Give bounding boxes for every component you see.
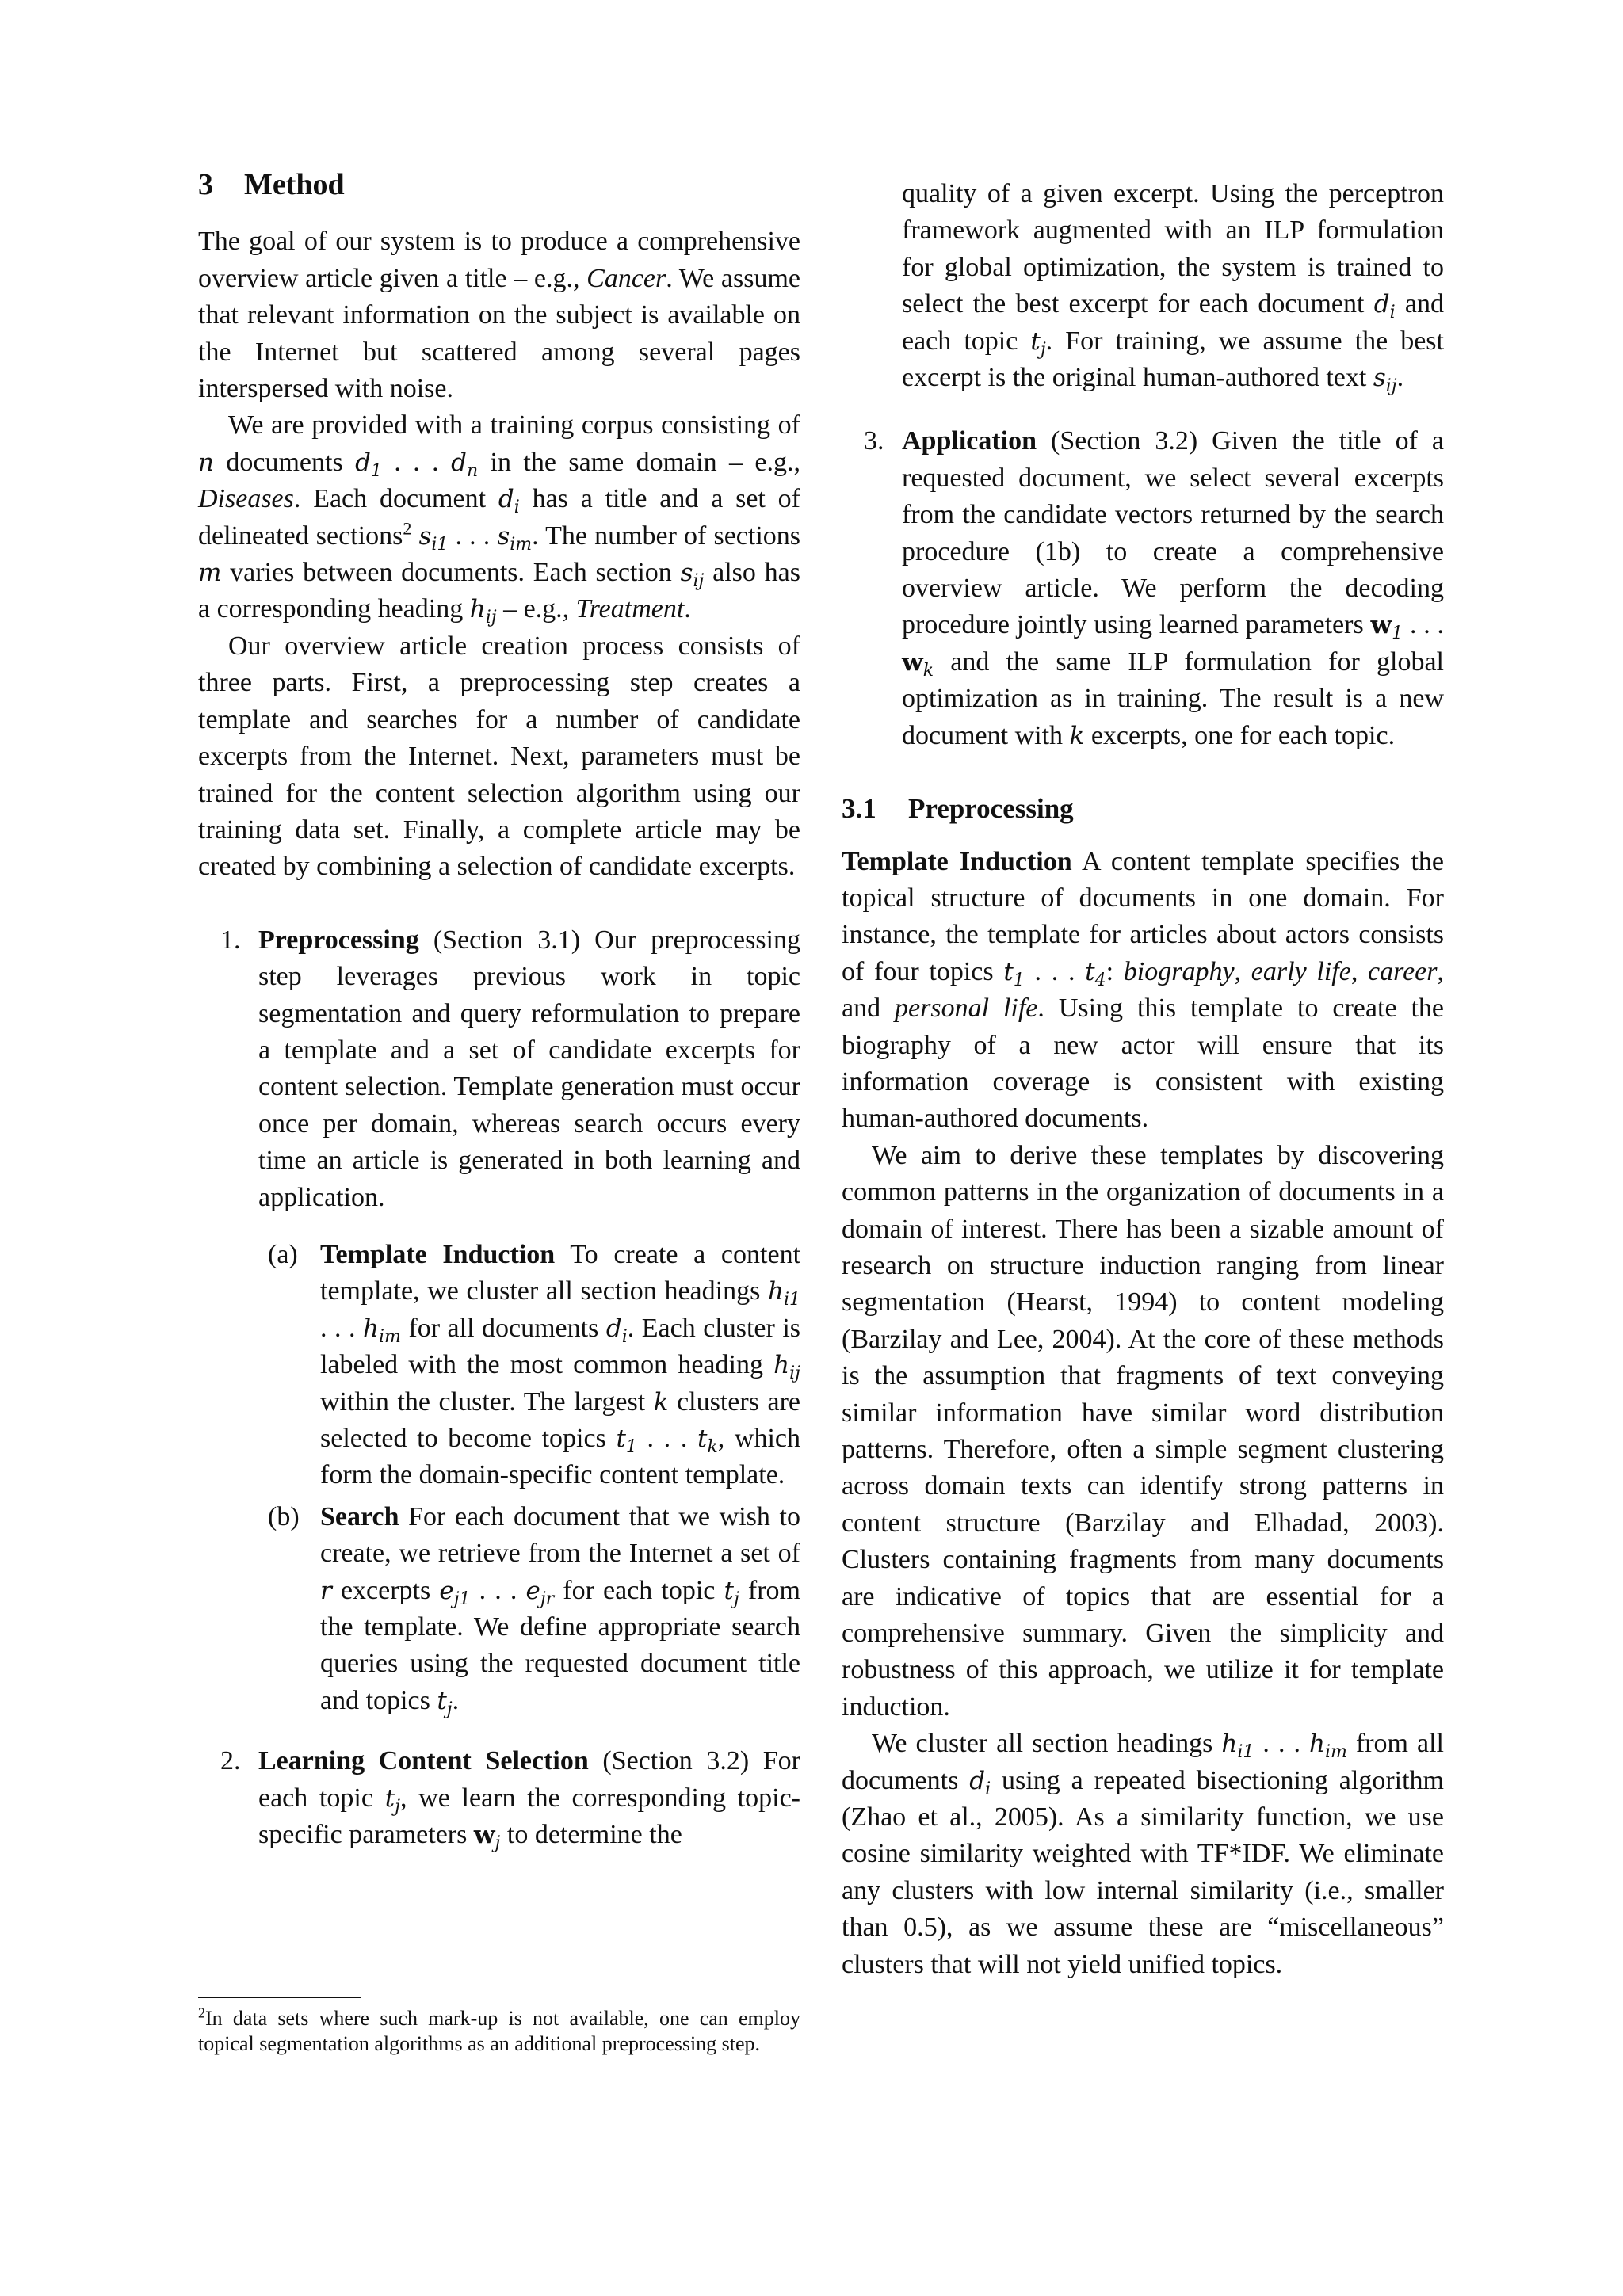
list-item: 2. Learning Content Selection (Section 3.2) For each topic $t_j$, we learn the corresponding topic-specific parameters $w_j$ to determine the <box>220 1746 800 1854</box>
paragraph-patterns: We aim to derive these templates by discovering common patterns in the organization of documents in a domain of interest. There has been a sizable amount of research on structure induction ranging from linear segmentation (Hearst, 1994) to content modeling (Barzilay and Lee, 2004). At the core of these methods is the assumption that fragments of text conveying similar information have similar word distribution patterns. Therefore, often a simple segment clustering across domain texts can identify strong patterns in content structure (Barzilay and Elhadad, 2003). Clusters containing fragments from many documents are indicative of topics that are essential for a comprehensive summary. Given the simplicity and robustness of this approach, we utilize it for template induction. <box>842 1140 1444 1722</box>
subsection-number: 3.1 <box>842 793 876 825</box>
paragraph-template-induction: Template Induction A content template specifies the topical structure of documents in one domain. For instance, the template for articles about actors consists of four topics $t_1$ . . . $t_4$: biography, early life, career, and personal life. Using this template to create the biography of a new actor will ensure that its information coverage is consistent with existing human-authored documents. <box>842 846 1445 1134</box>
list-item: 3. Application (Section 3.2) Given the title of a requested document, we select several excerpts from the candidate vectors returned by the search procedure (1b) to create a comprehensive overview article. We perform the decoding procedure jointly using learned parameters $w_1$ . . . $w_k$ and the same ILP formulation for global optimization as in training. The result is a new document with k excerpts, one for each topic. <box>864 426 1444 750</box>
list-item-continuation: quality of a given excerpt. Using the perceptron framework augmented with an ILP formulation for global optimization, the system is trained to select the best excerpt for each document $d_i$ and each topic $t_j$. For training, we assume the best excerpt is the original human-authored text $s_{ij}$. <box>902 179 1444 397</box>
list-item: (b) Search For each document that we wish to create, we retrieve from the Internet a set of r excerpts $e_{j1}$ . . . $e_{jr}$ for each topic $t_j$ from the template. We define appropriate search queries using the requested document title and topics $t_j$. <box>268 1501 800 1719</box>
subsection-heading <box>842 791 1444 827</box>
left-column <box>198 166 800 1877</box>
footnote-rule <box>198 1997 361 1998</box>
paragraph-clustering: We cluster all section headings $h_{i1}$ . . . $h_{im}$ from all documents $d_i$ using a repeated bisectioning algorithm (Zhao et al., 2005). As a similarity function, we use cosine similarity weighted with TF*IDF. We eliminate any clusters with low internal similarity (i.e., smaller than 0.5), as we assume these are “miscellaneous” clusters that will not yield unified topics. <box>842 1729 1445 1979</box>
section-heading <box>198 166 800 203</box>
method-steps-list-continued <box>842 423 1444 754</box>
section-number: 3 <box>198 168 213 201</box>
paragraph-process: Our overview article creation process consists of three parts. First, a preprocessing step creates a template and searches for a number of candidate excerpts from the Internet. Next, parameters must be trained for the content selection algorithm using our training data set. Finally, a complete article may be created by combining a selection of candidate excerpts. <box>198 631 800 882</box>
paragraph-corpus: We are provided with a training corpus consisting of n documents $d_1$ . . . $d_n$ in the same domain – e.g., Diseases. Each document $d_i$ has a title and a set of delineated sections$^2$ $s_{i1}$ . . . $s_{im}$. The number of sections m varies between documents. Each section $s_{ij}$ also has a corresponding heading $h_{ij} - e.g$., Treatment. <box>198 410 801 628</box>
paragraph-goal: The goal of our system is to produce a comprehensive overview article given a title – e.g., Cancer. We assume that relevant information on the subject is available on the Internet but scattered among several pages interspersed with noise. <box>198 227 800 404</box>
footnote-marker: 2 <box>403 518 412 539</box>
right-column <box>842 176 1444 1983</box>
section-title: Method <box>244 168 345 201</box>
list-item: (a) Template Induction To create a content template, we cluster all section headings $h_{i1}$ . . . $h_{im}$ for all documents $d_i$. Each cluster is labeled with the most common heading $h_{ij}$ within the cluster. The largest k clusters are selected to become topics $t_1$ . . . $t_k$, which form the domain-specific content template. <box>268 1239 801 1490</box>
list-item: 1. Preprocessing (Section 3.1) Our preprocessing step leverages previous work in topic segmentation and query reformulation to prepare a template and a set of candidate excerpts for content selection. Template generation must occur once per domain, whereas search occurs every time an article is generated in both learning and application. (a) Template Induction To create a content template, we cluster all section headings $h_{i1}$ . . . $h_{im}$ for all documents $d_i$. Each cluster is labeled with the most common heading $h_{ij}$ within the cluster. The largest k clusters are selected to become topics $t_1$ . . . $t_k$, which form the domain-specific content template. (b) Search For each document that we wish to create, we retrieve from the Internet a set of r excerpts $e_{j1}$ . . . $e_{jr}$ for each topic $t_j$ from the template. We define appropriate search queries using the requested document title and topics $t_j$. <box>220 925 801 1719</box>
preprocessing-sublist <box>258 1237 800 1719</box>
subsection-title: Preprocessing <box>908 793 1074 825</box>
method-steps-list <box>198 922 800 1854</box>
footnote: $^2$In data sets where such mark-up is not available, one can employ topical segmentation algorithms as an additional preprocessing step. <box>198 2004 800 2055</box>
